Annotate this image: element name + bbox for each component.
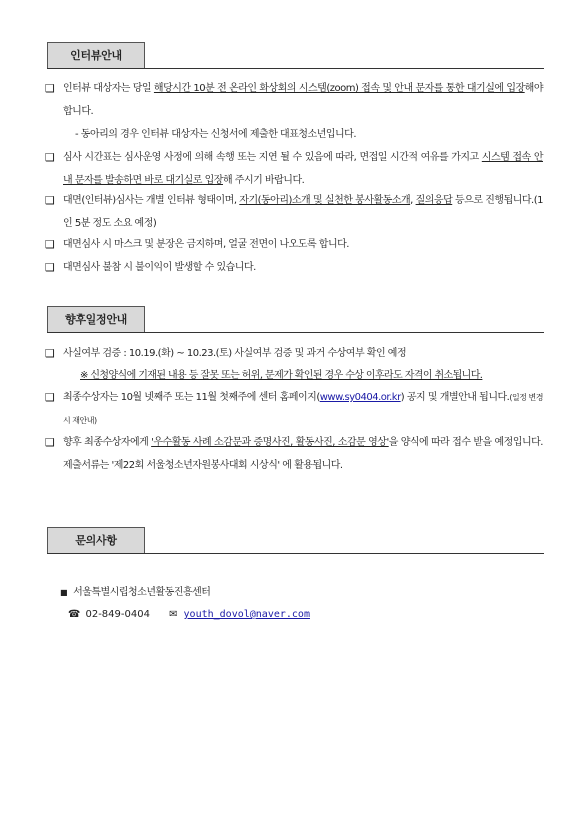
list-item: ❑ 사실여부 검증 : 10.19.(화) ~ 10.23.(토) 사실여부 검증 및 과거 수상여부 확인 예정 — [63, 342, 543, 365]
checkbox-bullet-icon: ❑ — [45, 82, 55, 95]
email-link[interactable]: youth_dovol@naver.com — [183, 609, 310, 620]
divider — [47, 332, 544, 333]
checkbox-bullet-icon: ❑ — [45, 391, 55, 404]
checkbox-bullet-icon: ❑ — [45, 436, 55, 449]
warning-note: ※ 신청양식에 기재된 내용 등 잘못 또는 허위, 문제가 확인된 경우 수상 이후라도 자격이 취소됩니다. — [80, 370, 483, 381]
phone-number: 02-849-0404 — [85, 609, 150, 620]
contact-org: ■ 서울특별시립청소년활동진흥센터 — [60, 587, 211, 598]
mail-icon: ✉ — [169, 609, 178, 620]
contact-details — [68, 606, 310, 624]
checkbox-bullet-icon: ❑ — [45, 238, 55, 251]
section-title: 인터뷰안내 — [47, 42, 145, 68]
section-title: 문의사항 — [47, 527, 145, 553]
list-item: ❑ 대면심사 시 마스크 및 분장은 금지하며, 얼굴 전면이 나오도록 합니다. — [63, 233, 543, 256]
square-bullet-icon: ■ — [60, 588, 68, 597]
checkbox-bullet-icon: ❑ — [45, 194, 55, 207]
list-item: ❑ 인터뷰 대상자는 당일 해당시간 10분 전 온라인 화상회의 시스템(zoom) 접속 및 안내 문자를 통한 대기실에 입장해야 합니다. — [63, 77, 543, 123]
divider — [47, 553, 544, 554]
list-item: ❑ 최종수상자는 10월 넷째주 또는 11월 첫째주에 센터 홈페이지(www.sy0404.or.kr) 공지 및 개별안내 됩니다.(일정 변경 시 재안내) — [63, 386, 543, 432]
homepage-link[interactable]: www.sy0404.or.kr — [319, 392, 401, 403]
sub-item: - 동아리의 경우 인터뷰 대상자는 신청서에 제출한 대표청소년입니다. — [75, 129, 357, 140]
section-title: 향후일정안내 — [47, 306, 145, 332]
checkbox-bullet-icon: ❑ — [45, 347, 55, 360]
list-item: ❑ 향후 최종수상자에게 '우수활동 사례 소감문과 증명사진, 활동사진, 소감문 영상'을 양식에 따라 접수 받을 예정입니다. 제출서류는 '제22회 서울청소년자원봉사대회 시상식' 에 활용됩니다. — [63, 431, 543, 477]
list-item: ❑ 대면(인터뷰)심사는 개별 인터뷰 형태이며, 자기(동아리)소개 및 실천한 봉사활동소개, 질의응답 등으로 진행됩니다.(1인 5분 정도 소요 예정) — [63, 189, 543, 235]
phone-icon: ☎ — [68, 609, 81, 620]
list-item: ❑ 심사 시간표는 심사운영 사정에 의해 속행 또는 지연 될 수 있음에 따라, 면접일 시간적 여유를 가지고 시스템 접속 안내 문자를 발송하면 바로 대기실로 입장해 주시기 바랍니다. — [63, 146, 543, 192]
divider — [47, 68, 544, 69]
checkbox-bullet-icon: ❑ — [45, 151, 55, 164]
checkbox-bullet-icon: ❑ — [45, 261, 55, 274]
list-item: ❑ 대면심사 불참 시 불이익이 발생할 수 있습니다. — [63, 256, 543, 279]
